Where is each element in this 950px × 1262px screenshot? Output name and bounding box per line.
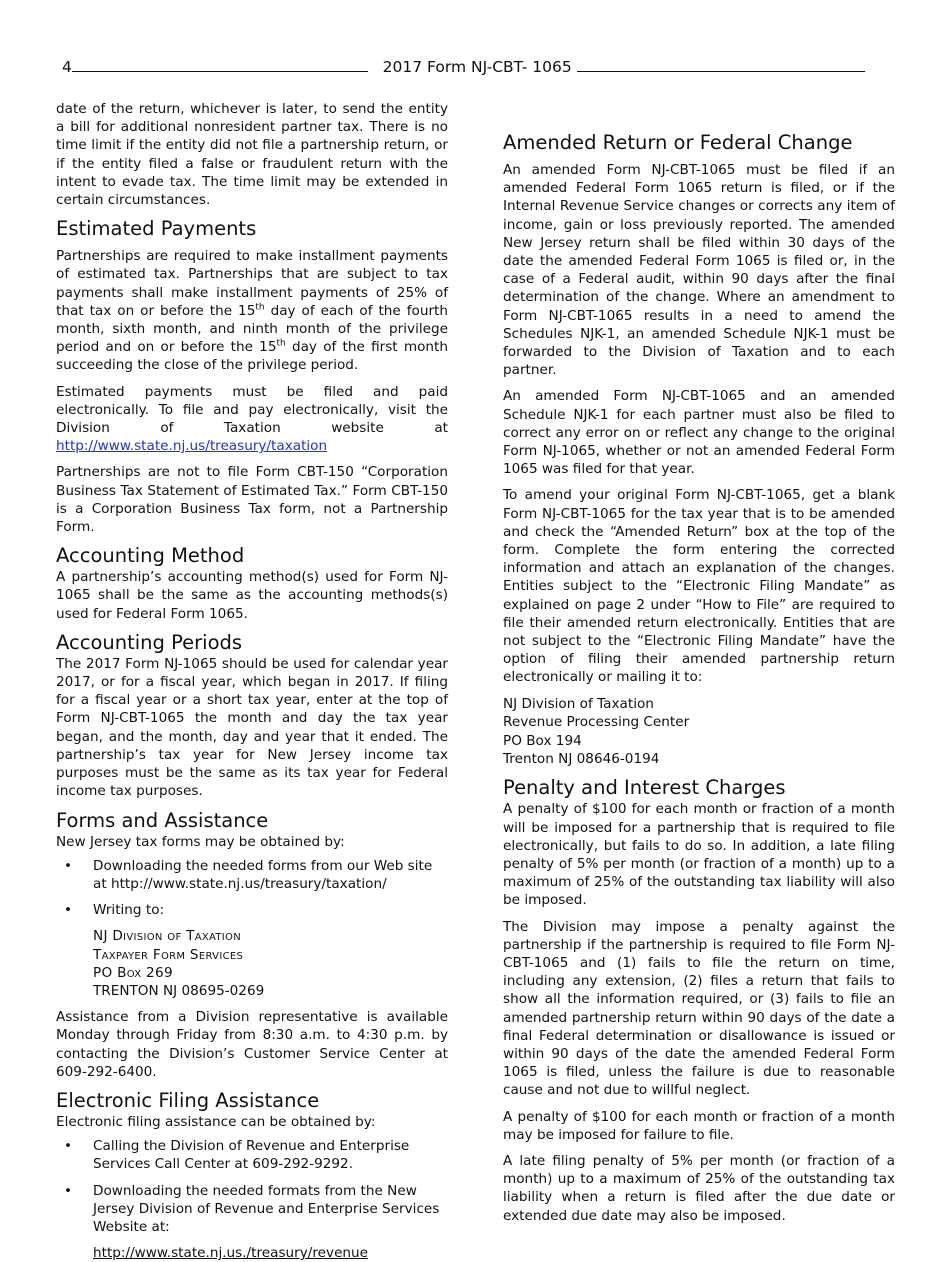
penalty-heading: Penalty and Interest Charges	[503, 776, 786, 800]
page-header	[62, 57, 862, 77]
left-column	[56, 100, 448, 1262]
forms-heading: Forms and Assistance	[56, 808, 269, 832]
estimated-p3: Partnerships are not to file Form CBT-150 “Corporation Business Tax Statement of Estimated Tax.” Form CBT-150 is a Corporation Business Tax form, not a Partnership Form.	[56, 464, 448, 536]
estimated-p2: Estimated payments must be filed and paid electronically. To file and pay electronically, visit the Division of Taxation website at http://www.state.nj.us/treasury/taxation	[56, 383, 448, 455]
penalty-p4: A late filing penalty of 5% per month (or fraction of a month) up to a maximum of 25% of the outstanding tax liability when a return is filed after the due date or extended due date may also be imposed.	[503, 1152, 895, 1224]
form-title: 2017 Form NJ-CBT- 1065	[382, 58, 572, 76]
page-number: 4	[62, 58, 72, 76]
header-rule-right	[577, 70, 865, 72]
accounting-periods-heading: Accounting Periods	[56, 630, 243, 654]
efile-heading: Electronic Filing Assistance	[56, 1088, 320, 1112]
accounting-periods-p1: The 2017 Form NJ-1065 should be used for calendar year 2017, or for a fiscal year, which began in 2017. If filing for a fiscal year or a short tax year, enter at the top of Form NJ-CBT-1065 the month and day the tax year began, and the month, day and year that it ended. The partnership’s tax year for New Jersey income tax purposes must be the same as its tax year for Federal income tax purposes.	[56, 655, 448, 800]
list-item: • Calling the Division of Revenue and Enterprise Services Call Center at 609-292-9292.	[64, 1138, 410, 1173]
right-column	[503, 131, 895, 1233]
penalty-p1: A penalty of $100 for each month or fraction of a month will be imposed for a partnership that is required to file electronically, but fails to do so. In addition, a late filing penalty of 5% per month (or fraction of a month) up to a maximum of 25% of the outstanding tax liability will also be imposed.	[503, 801, 895, 909]
revenue-processing-address: NJ Division of Taxation Revenue Processing Center PO Box 194 Trenton NJ 08646-0194	[503, 695, 690, 767]
accounting-method-p1: A partnership’s accounting method(s) used for Form NJ-1065 shall be the same as the accounting methods(s) used for Federal Form 1065.	[56, 569, 448, 622]
forms-intro: New Jersey tax forms may be obtained by:	[56, 833, 345, 850]
revenue-link[interactable]: http://www.state.nj.us./treasury/revenue	[93, 1245, 369, 1262]
list-item: • Downloading the needed formats from the New Jersey Division of Revenue and Enterprise Services Website at:	[64, 1182, 440, 1235]
amended-p3: To amend your original Form NJ-CBT-1065, get a blank Form NJ-CBT-1065 for the tax year that is to be amended and check the “Amended Return” box at the top of the form. Complete the form entering the corrected information and attach an explanation of the changes. Entities subject to the “Electronic Filing Mandate” as explained on page 2 under “How to File” are required to file their amended return electronically. Entities that are not subject to the “Electronic Filing Mandate” have the option of filing their amended partnership return electronically or mailing it to:	[503, 487, 895, 686]
taxpayer-services-address: NJ Division of Taxation Taxpayer Form Services PO Box 269 TRENTON NJ 08695-0269	[93, 928, 265, 999]
estimated-payments-heading: Estimated Payments	[56, 217, 257, 241]
amended-p2: An amended Form NJ-CBT-1065 and an amended Schedule NJK-1 for each partner must also be filed to correct any error on or reflect any change to the original Form NJ-1065, whether or not an amended Federal Form 1065 was filed for that year.	[503, 388, 895, 478]
taxation-link[interactable]: http://www.state.nj.us/treasury/taxation	[56, 438, 328, 455]
estimated-p1: Partnerships are required to make installment payments of estimated tax. Partnerships that are subject to tax payments shall make installment payments of 25% of that tax on or before the 15th day of each of the fourth month, sixth month, and ninth month of the privilege period and on or before the 15th day of the first month succeeding the close of the privilege period.	[56, 248, 448, 374]
list-item: • Downloading the needed forms from our Web site at http://www.state.nj.us/treasury/taxation/	[64, 857, 433, 892]
forms-list	[56, 857, 448, 920]
intro-paragraph: date of the return, whichever is later, to send the entity a bill for additional nonresident partner tax. There is no time limit if the entity did not file a partnership return, or if the entity filed a false or fraudulent return with the intent to evade tax. The time limit may be extended in certain circumstances.	[56, 101, 448, 209]
header-rule-left	[72, 70, 368, 72]
efile-intro: Electronic filing assistance can be obtained by:	[56, 1113, 376, 1130]
amended-heading: Amended Return or Federal Change	[503, 131, 853, 154]
amended-p1: An amended Form NJ-CBT-1065 must be filed if an amended Federal Form 1065 return is filed, or if the Internal Revenue Service changes or corrects any item of income, gain or loss previously reported. The amended New Jersey return shall be filed within 30 days of the date the amended Federal Form 1065 is filed or, in the case of a Federal audit, within 90 days after the final determination of the change. Where an amendment to Form NJ-CBT-1065 results in a need to amend the Schedules NJK-1, an amended Schedule NJK-1 must be forwarded to the Division of Taxation and to each partner.	[503, 162, 895, 379]
penalty-p2: The Division may impose a penalty against the partnership if the partnership is required to file Form NJ-CBT-1065 and (1) fails to file the return on time, including any extension, (2) files a return that fails to show all the information required, or (3) fails to file an amended partnership return within 90 days of the date a final Federal determination or disallowance is issued or within 90 days of the date the amended Federal Form 1065 is filed, unless the failure is due to reasonable cause and not due to willful neglect.	[503, 918, 895, 1099]
efile-list	[56, 1137, 448, 1236]
list-item: • Writing to:	[64, 902, 165, 919]
assistance-paragraph: Assistance from a Division representative is available Monday through Friday from 8:30 a.m. to 4:30 p.m. by contacting the Division’s Customer Service Center at 609-292-6400.	[56, 1009, 448, 1080]
penalty-p3: A penalty of $100 for each month or fraction of a month may be imposed for failure to file.	[503, 1108, 895, 1143]
accounting-method-heading: Accounting Method	[56, 544, 245, 568]
